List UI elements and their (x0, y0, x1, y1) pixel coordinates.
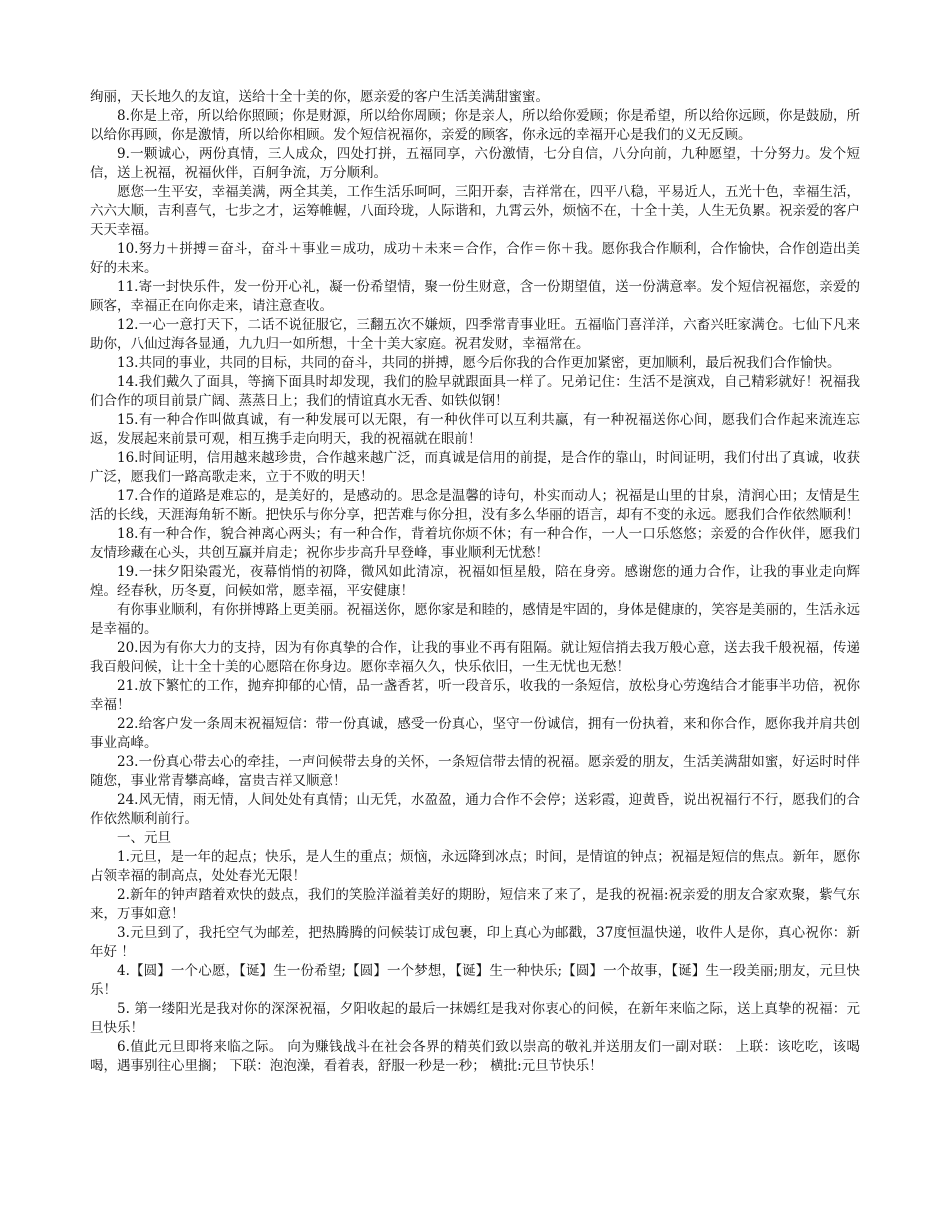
paragraph: 2.新年的钟声踏着欢快的鼓点，我们的笑脸洋溢着美好的期盼，短信来了来了，是我的祝福:祝亲爱的朋友合家欢聚，紫气东来，万事如意！ (90, 887, 860, 922)
paragraph: 21.放下繁忙的工作，抛弃抑郁的心情，品一盏香茗，听一段音乐，收我的一条短信，放松身心劳逸结合才能事半功倍，祝你幸福！ (90, 678, 860, 713)
paragraph: 14.我们戴久了面具，等摘下面具时却发现，我们的脸早就跟面具一样了。兄弟记住：生活不是演戏，自己精彩就好！祝福我们合作的项目前景广阔、蒸蒸日上；我们的情谊真水无香、如铁似钢！ (90, 374, 860, 409)
document-body (90, 88, 860, 1076)
section-heading: 一、元旦 (117, 830, 171, 846)
paragraph: 3.元旦到了，我托空气为邮差，把热腾腾的问候装订成包裹，印上真心为邮戳，37度恒温快递，收件人是你，真心祝你：新年好 ！ (90, 925, 860, 960)
paragraph: 4.【圆】一个心愿，【诞】生一份希望;【圆】一个梦想，【诞】生一种快乐;【圆】一个故事，【诞】生一段美丽;朋友，元旦快乐！ (90, 963, 860, 998)
paragraph: 10.努力＋拼搏＝奋斗，奋斗＋事业＝成功，成功＋未来＝合作，合作＝你＋我。愿你我合作顺利，合作愉快，合作创造出美好的未来。 (90, 241, 860, 276)
paragraph: 16.时间证明，信用越来越珍贵，合作越来越广泛，而真诚是信用的前提，是合作的靠山，时间证明，我们付出了真诚，收获广泛，愿我们一路高歌走来，立于不败的明天！ (90, 450, 860, 485)
paragraph: 6.值此元旦即将来临之际。 向为赚钱战斗在社会各界的精英们致以崇高的敬礼并送朋友们一副对联： 上联：该吃吃，该喝喝，遇事别往心里搁； 下联：泡泡澡，看着表，舒服一秒是一秒； 横批:元旦节快乐！ (90, 1039, 860, 1074)
paragraph: 11.寄一封快乐件，发一份开心礼，凝一份希望情，聚一份生财意，含一份期望值，送一份满意率。发个短信祝福您，亲爱的顾客，幸福正在向你走来，请注意查收。 (90, 279, 860, 314)
paragraph: 9.一颗诚心，两份真情，三人成众，四处打拼，五福同享，六份激情，七分自信，八分向前，九种愿望，十分努力。发个短信，送上祝福，祝福伙伴，百舸争流，万分顺利。 (90, 146, 860, 181)
paragraph: 愿您一生平安，幸福美满，两全其美，工作生活乐呵呵，三阳开泰，吉祥常在，四平八稳，平易近人，五光十色，幸福生活，六六大顺，吉利喜气，七步之才，运筹帷幄，八面玲珑，人际谐和，九霄云外，烦恼不在，十全十美，人生无负累。祝亲爱的客户天天幸福。 (90, 184, 860, 238)
paragraph: 17.合作的道路是难忘的，是美好的，是感动的。思念是温馨的诗句，朴实而动人；祝福是山里的甘泉，清润心田；友情是生活的长线，天涯海角斩不断。把快乐与你分享，把苦难与你分担，没有多么华丽的语言，却有不变的永远。愿我们合作依然顺利！ (90, 488, 860, 523)
paragraph: 13.共同的事业，共同的目标，共同的奋斗，共同的拼搏，愿今后你我的合作更加紧密，更加顺利，最后祝我们合作愉快。 (117, 355, 841, 371)
paragraph: 15.有一种合作叫做真诚，有一种发展可以无限，有一种伙伴可以互利共赢，有一种祝福送你心间，愿我们合作起来流连忘返，发展起来前景可观，相互携手走向明天，我的祝福就在眼前！ (90, 412, 860, 447)
paragraph: 1.元旦，是一年的起点；快乐，是人生的重点；烦恼，永远降到冰点；时间，是情谊的钟点；祝福是短信的焦点。新年，愿你占领幸福的制高点，处处春光无限！ (90, 849, 860, 884)
paragraph: 12.一心一意打天下，二话不说征服它，三翻五次不嫌烦，四季常青事业旺。五福临门喜洋洋，六畜兴旺家满仓。七仙下凡来助你，八仙过海各显通，九九归一如所想，十全十美大家庭。祝君发财，幸福常在。 (90, 317, 860, 352)
paragraph: 5. 第一缕阳光是我对你的深深祝福，夕阳收起的最后一抹嫣红是我对你衷心的问候，在新年来临之际，送上真挚的祝福：元旦快乐！ (90, 1001, 860, 1036)
paragraph: 有你事业顺利，有你拼博路上更美丽。祝福送你，愿你家是和睦的，感情是牢固的，身体是健康的，笑容是美丽的，生活永远是幸福的。 (90, 602, 860, 637)
paragraph: 24.风无情，雨无情，人间处处有真情；山无凭，水盈盈，通力合作不会停；送彩霞，迎黄昏，说出祝福行不行，愿我们的合作依然顺利前行。 (90, 792, 860, 827)
paragraph: 绚丽，天长地久的友谊，送给十全十美的你，愿亲爱的客户生活美满甜蜜蜜。 (90, 89, 549, 105)
paragraph: 19.一抹夕阳染霞光，夜幕悄悄的初降，微风如此清凉，祝福如恒星般，陪在身旁。感谢您的通力合作，让我的事业走向辉煌。经春秋，历冬夏，问候如常，愿幸福，平安健康！ (90, 564, 860, 599)
paragraph: 20.因为有你大力的支持，因为有你真挚的合作，让我的事业不再有阻隔。就让短信捎去我万般心意，送去我千般祝福，传递我百般问候，让十全十美的心愿陪在你身边。愿你幸福久久，快乐依旧，一生无忧也无愁！ (90, 640, 860, 675)
paragraph: 23.一份真心带去心的牵挂，一声问候带去身的关怀，一条短信带去情的祝福。愿亲爱的朋友，生活美满甜如蜜，好运时时伴随您，事业常青攀高峰，富贵吉祥又顺意！ (90, 754, 860, 789)
paragraph: 8.你是上帝，所以给你照顾；你是财源，所以给你周顾；你是亲人，所以给你爱顾；你是希望，所以给你远顾，你是鼓励，所以给你再顾，你是激情，所以给你相顾。发个短信祝福你，亲爱的顾客，你永远的幸福开心是我们的义无反顾。 (90, 108, 860, 143)
paragraph: 18.有一种合作，貌合神离心两头；有一种合作，背着坑你烦不休；有一种合作，一人一口乐悠悠；亲爱的合作伙伴，愿我们友情珍藏在心头，共创互赢并肩走；祝你步步高升早登峰，事业顺利无忧愁！ (90, 526, 860, 561)
paragraph: 22.给客户发一条周末祝福短信：带一份真诚，感受一份真心，坚守一份诚信，拥有一份执着，来和你合作，愿你我并肩共创事业高峰。 (90, 716, 860, 751)
